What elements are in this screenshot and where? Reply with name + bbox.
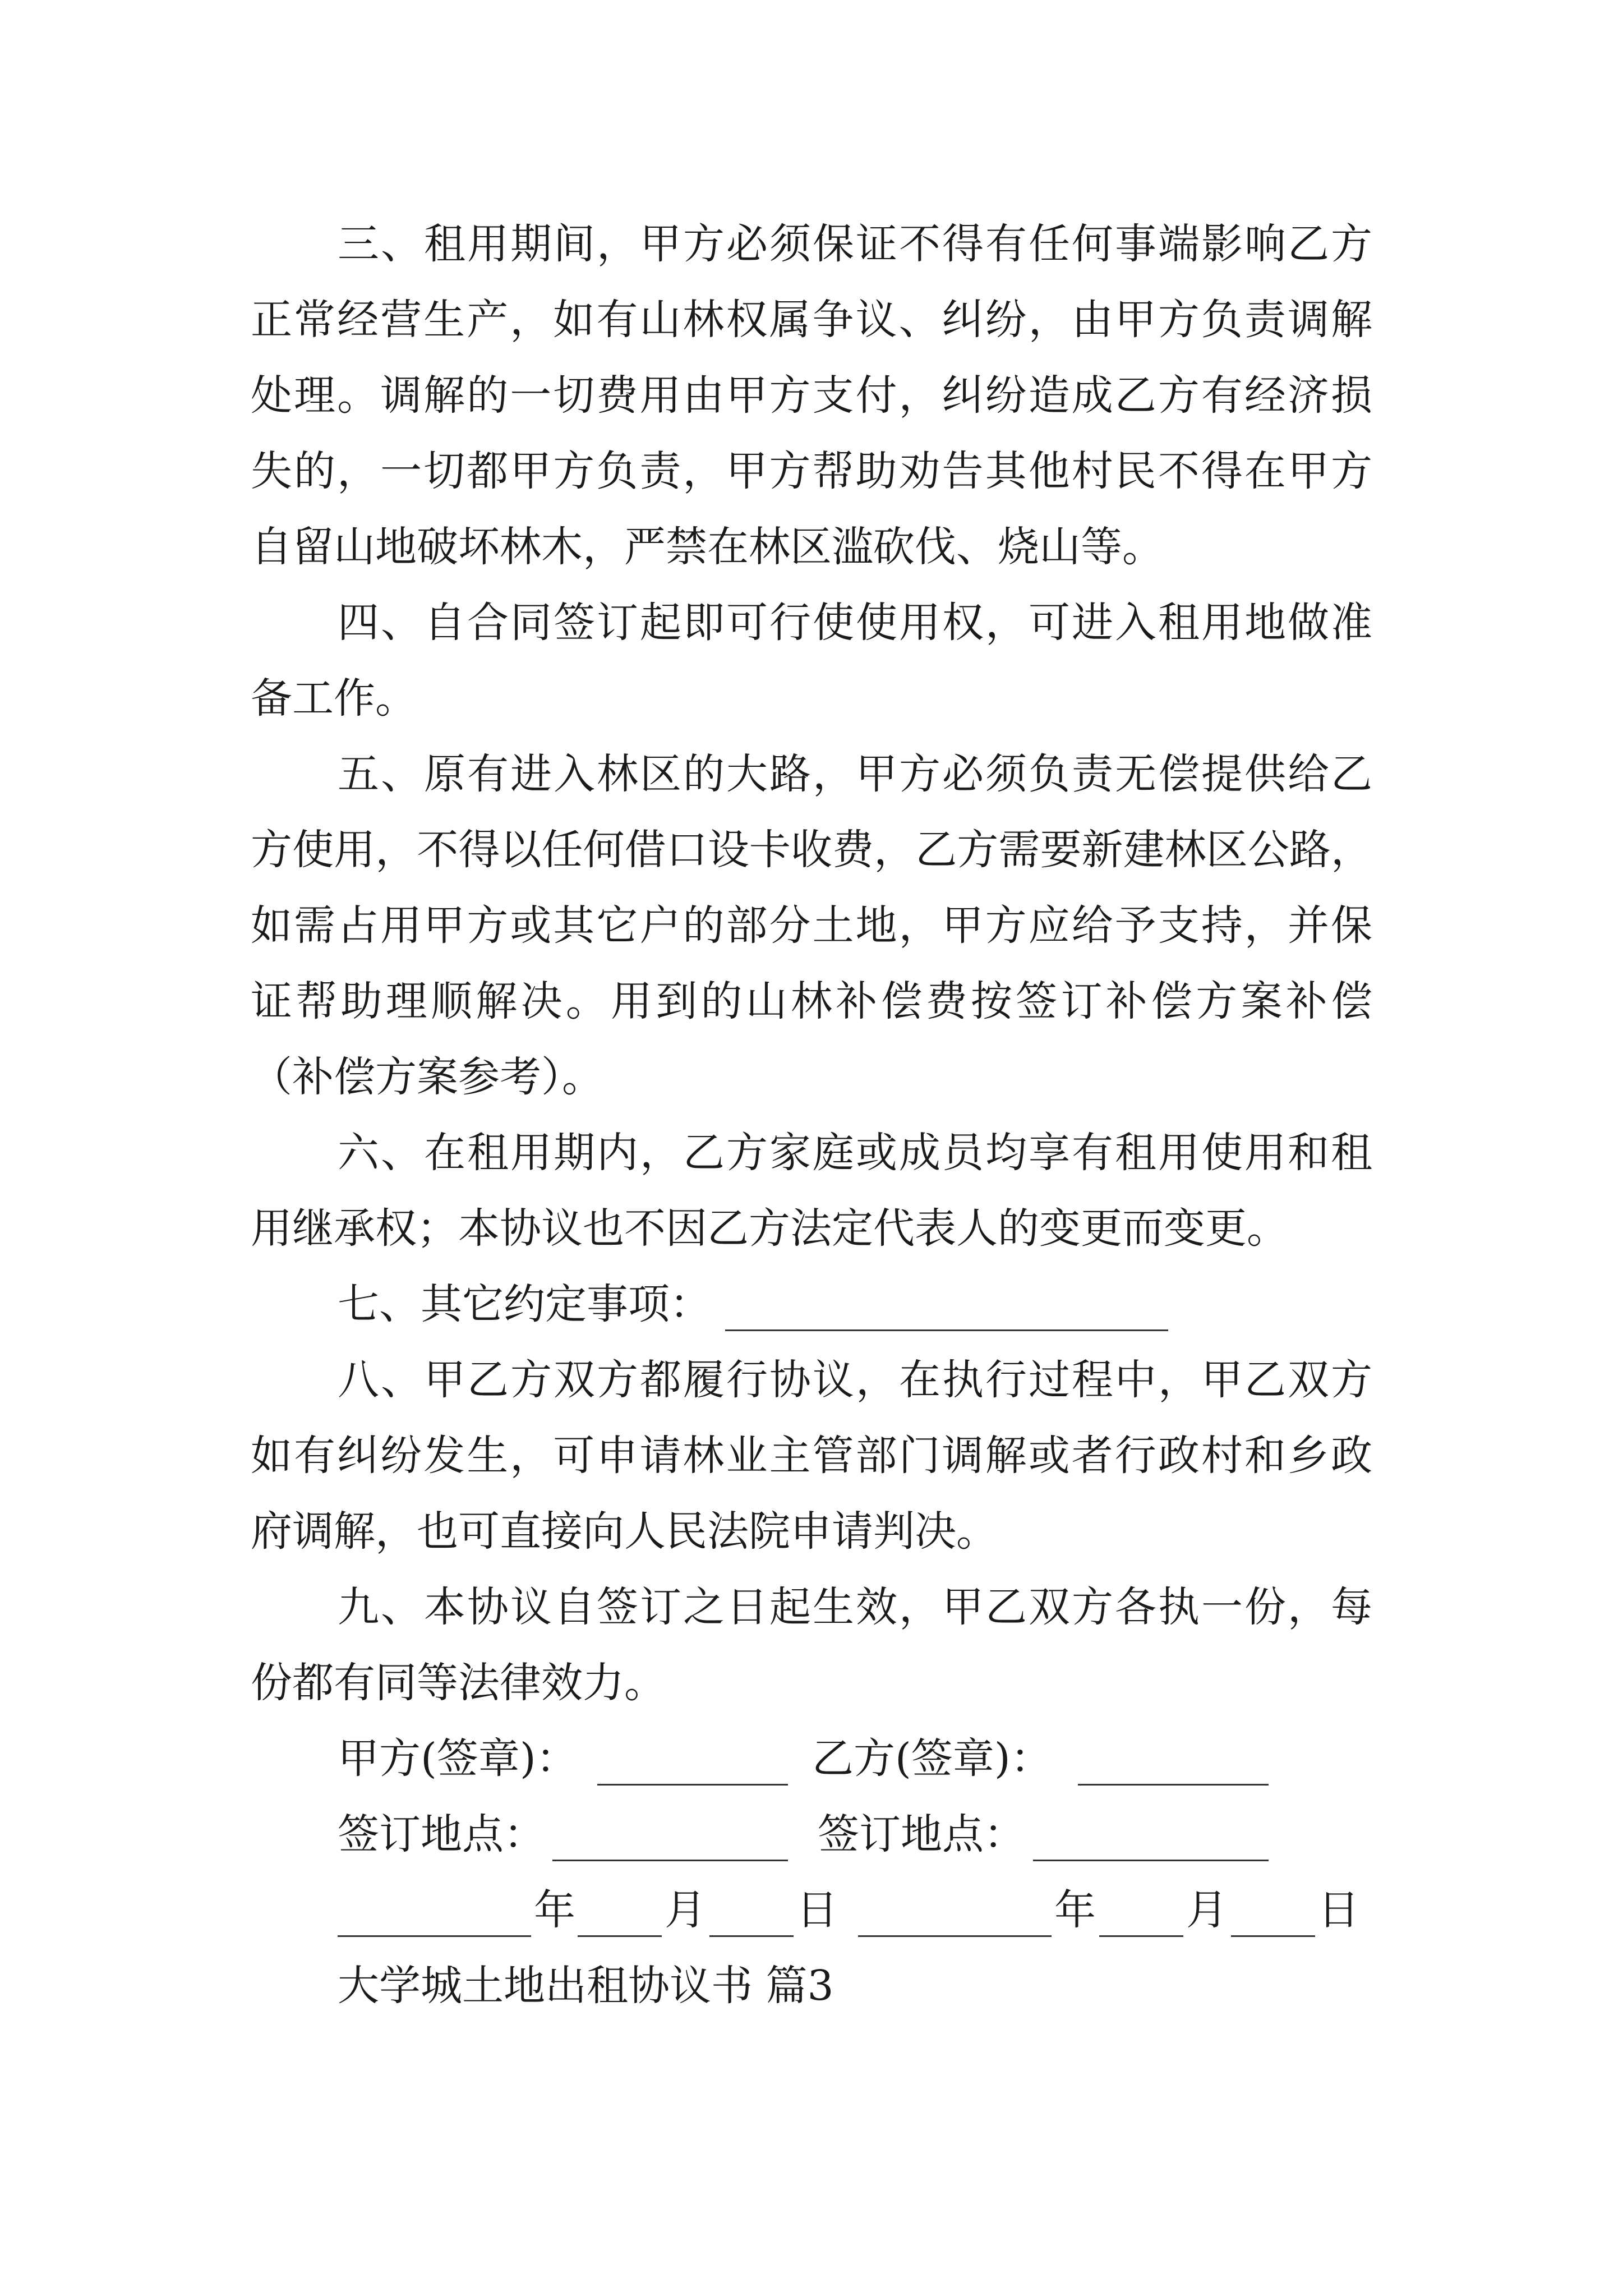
party-b-signature-label: 乙方(签章)：: [812, 1734, 1052, 1783]
clause-7-label: 七、其它约定事项：: [338, 1280, 711, 1328]
clause-7-blank[interactable]: [725, 1329, 1168, 1331]
party-b-year-blank[interactable]: [858, 1935, 1052, 1937]
party-a-signature-blank[interactable]: [597, 1784, 788, 1786]
party-a-day-blank[interactable]: [709, 1935, 794, 1937]
party-a-month-label: 月: [665, 1886, 706, 1934]
party-b-month-label: 月: [1186, 1886, 1228, 1934]
party-b-signature-blank[interactable]: [1078, 1784, 1269, 1786]
party-a-month-blank[interactable]: [578, 1935, 662, 1937]
next-section-title: 大学城土地出租协议书 篇3: [338, 1962, 834, 2010]
clause-3-line-4: 失的，一切都甲方负责，甲方帮助劝告其他村民不得在甲方: [251, 447, 1372, 495]
clause-5-line-4: 证帮助理顺解决。用到的山林补偿费按签订补偿方案补偿: [251, 977, 1372, 1025]
party-a-place-label: 签订地点：: [338, 1810, 545, 1858]
clause-5-line-1: 五、原有进入林区的大路，甲方必须负责无偿提供给乙: [338, 750, 1372, 798]
party-b-place-blank[interactable]: [1033, 1860, 1269, 1861]
clause-6-line-2: 用继承权；本协议也不因乙方法定代表人的变更而变更。: [251, 1204, 1288, 1253]
clause-3-line-5: 自留山地破坏林木，严禁在林区滥砍伐、烧山等。: [251, 523, 1164, 571]
party-b-day-blank[interactable]: [1231, 1935, 1315, 1937]
party-a-year-blank[interactable]: [338, 1935, 531, 1937]
clause-5-line-5: （补偿方案参考）。: [251, 1053, 603, 1101]
clause-6-line-1: 六、在租用期内，乙方家庭或成员均享有租用使用和租: [338, 1129, 1372, 1177]
clause-9-line-2: 份都有同等法律效力。: [251, 1659, 666, 1707]
party-a-year-label: 年: [534, 1886, 575, 1934]
clause-3-line-2: 正常经营生产，如有山林权属争议、纠纷，由甲方负责调解: [251, 296, 1372, 344]
clause-8-line-2: 如有纠纷发生，可申请林业主管部门调解或者行政村和乡政: [251, 1432, 1372, 1480]
clause-4-line-2: 备工作。: [251, 674, 417, 723]
party-a-day-label: 日: [796, 1886, 838, 1934]
clause-4-line-1: 四、自合同签订起即可行使使用权，可进入租用地做准: [338, 599, 1372, 647]
party-b-year-label: 年: [1054, 1886, 1096, 1934]
party-a-place-blank[interactable]: [552, 1860, 788, 1861]
clause-8-line-3: 府调解，也可直接向人民法院申请判决。: [251, 1507, 998, 1556]
clause-8-line-1: 八、甲乙方双方都履行协议，在执行过程中，甲乙双方: [338, 1356, 1372, 1404]
clause-5-line-3: 如需占用甲方或其它户的部分土地，甲方应给予支持，并保: [251, 901, 1372, 950]
party-b-month-blank[interactable]: [1099, 1935, 1183, 1937]
clause-9-line-1: 九、本协议自签订之日起生效，甲乙双方各执一份，每: [338, 1583, 1372, 1631]
party-a-signature-label: 甲方(签章)：: [338, 1734, 578, 1783]
party-b-place-label: 签订地点：: [818, 1810, 1025, 1858]
clause-3-line-3: 处理。调解的一切费用由甲方支付，纠纷造成乙方有经济损: [251, 371, 1372, 420]
party-b-day-label: 日: [1318, 1886, 1359, 1934]
clause-3-line-1: 三、租用期间，甲方必须保证不得有任何事端影响乙方: [338, 220, 1372, 268]
clause-5-line-2: 方使用，不得以任何借口设卡收费，乙方需要新建林区公路，: [251, 826, 1372, 874]
